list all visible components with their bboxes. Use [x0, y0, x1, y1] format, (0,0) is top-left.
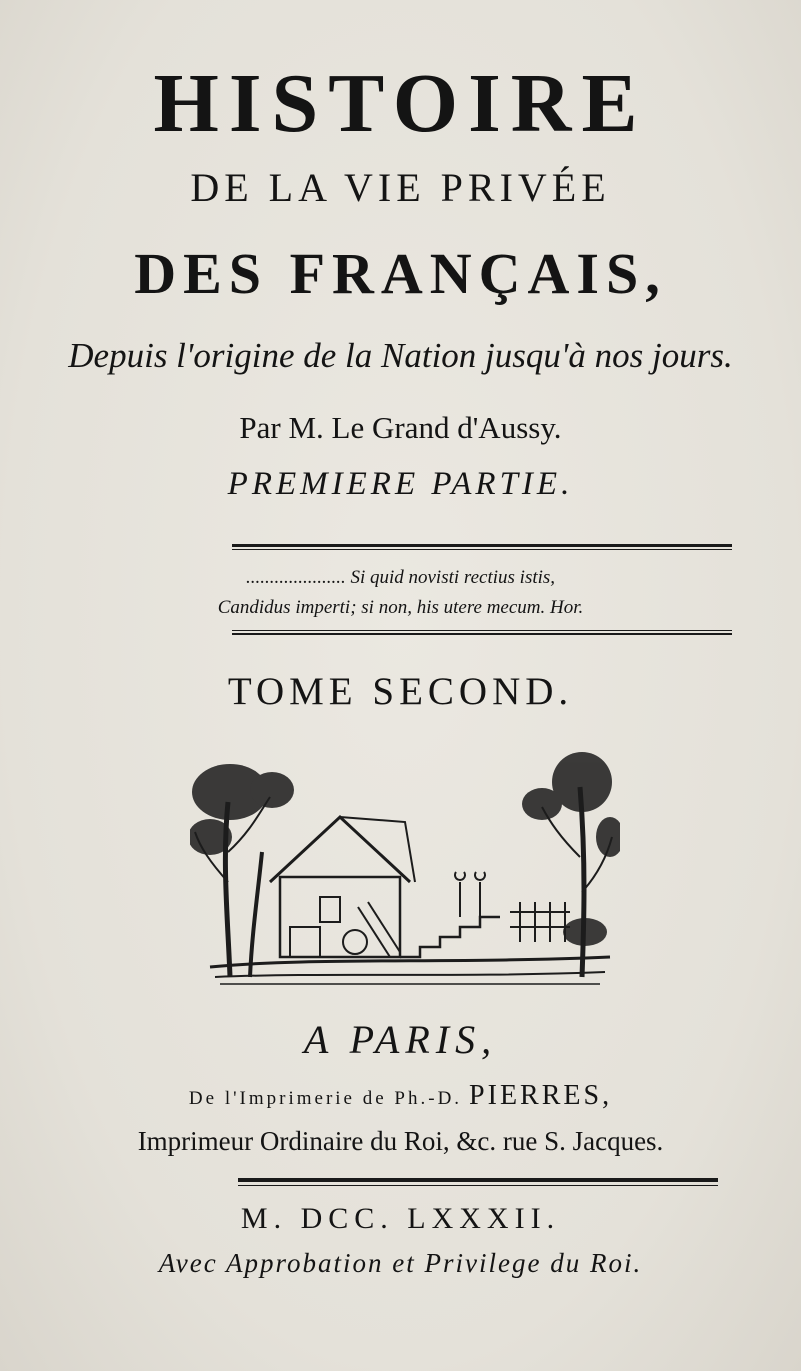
- volume-heading: TOME SECOND.: [227, 670, 574, 713]
- bottom-rule-thin: [232, 630, 732, 631]
- subtitle-line-2: DES FRANÇAIS,: [134, 241, 667, 306]
- imprint-city: A PARIS,: [303, 1017, 498, 1062]
- printer-name: PIERRES,: [469, 1080, 613, 1111]
- top-rule-thin: [232, 549, 732, 550]
- quote-line-2: Candidus imperti; si non, his utere mecum. Hor.: [217, 597, 584, 618]
- printer-vignette-image: [190, 742, 620, 992]
- imprint-rule-thin: [238, 1185, 718, 1186]
- printer-prefix: De l'Imprimerie de Ph.-D.: [188, 1088, 463, 1109]
- part-heading: PREMIERE PARTIE.: [227, 466, 574, 502]
- quote-line-1: ..................... Si quid novisti rectius istis,: [245, 567, 556, 588]
- bottom-rule-thick: [232, 633, 732, 635]
- imprint-printer: [0, 1082, 801, 1110]
- author-line: Par M. Le Grand d'Aussy.: [239, 410, 562, 445]
- top-rule-thick: [232, 544, 732, 547]
- imprint-address: Imprimeur Ordinaire du Roi, &c. rue S. Jacques.: [137, 1126, 664, 1156]
- privilege-line: Avec Approbation et Privilege du Roi.: [158, 1248, 643, 1278]
- book-title: HISTOIRE: [153, 57, 648, 150]
- subtitle-line-1: DE LA VIE PRIVÉE: [190, 165, 611, 210]
- imprint-date: M. DCC. LXXXII.: [240, 1202, 561, 1235]
- since-line: Depuis l'origine de la Nation jusqu'à nos jours.: [68, 336, 733, 375]
- imprint-rule-thick: [238, 1178, 718, 1182]
